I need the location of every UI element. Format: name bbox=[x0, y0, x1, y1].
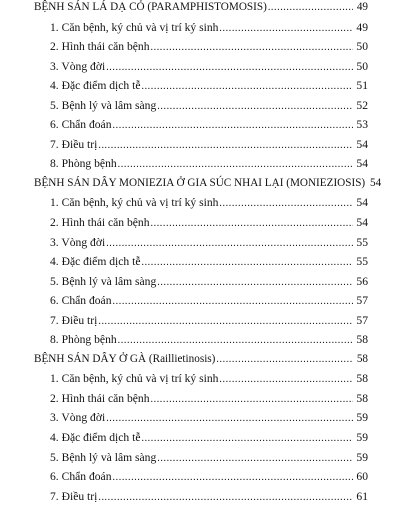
toc-leader-dots bbox=[141, 429, 353, 449]
toc-page-number: 56 bbox=[356, 274, 368, 288]
toc-leader-dots bbox=[118, 155, 353, 175]
toc-page-number: 50 bbox=[356, 59, 368, 73]
toc-entry-label: 2. Hình thái căn bệnh bbox=[50, 216, 150, 230]
toc-entry[interactable] bbox=[34, 272, 368, 292]
toc-entry-label: 1. Căn bệnh, ký chủ và vị trí ký sinh bbox=[50, 196, 219, 210]
toc-leader-dots bbox=[268, 0, 353, 18]
toc-entry[interactable] bbox=[34, 76, 368, 96]
toc-section-heading[interactable] bbox=[34, 0, 368, 18]
toc-leader-dots bbox=[141, 77, 353, 97]
toc-heading-title: BỆNH SÁN DÂY MONIEZIA Ở GIA SÚC NHAI LẠI (MONIEZIOSIS) bbox=[34, 176, 366, 189]
toc-leader-dots bbox=[98, 136, 353, 156]
toc-leader-dots bbox=[151, 38, 354, 58]
toc-entry[interactable] bbox=[34, 369, 368, 389]
toc-leader-dots bbox=[113, 292, 353, 312]
toc-leader-dots bbox=[219, 19, 353, 39]
toc-heading-title: BỆNH SÁN LÁ DẠ CỎ (PARAMPHISTOMOSIS) bbox=[34, 1, 267, 13]
table-of-contents bbox=[34, 0, 382, 506]
toc-entry[interactable] bbox=[34, 389, 368, 409]
toc-page-number: 58 bbox=[356, 372, 368, 386]
toc-entry[interactable] bbox=[34, 252, 368, 272]
toc-page-number: 49 bbox=[356, 1, 368, 13]
toc-entry-label: 1. Căn bệnh, ký chủ và vị trí ký sinh bbox=[50, 372, 219, 386]
toc-page-number: 61 bbox=[356, 489, 368, 503]
toc-leader-dots bbox=[106, 234, 353, 254]
toc-leader-dots bbox=[113, 116, 353, 136]
toc-entry[interactable] bbox=[34, 467, 368, 487]
toc-entry[interactable] bbox=[34, 193, 368, 213]
toc-page-number: 57 bbox=[356, 294, 368, 308]
toc-entry-label: 6. Chẩn đoán bbox=[50, 294, 112, 308]
toc-leader-dots bbox=[141, 253, 353, 273]
toc-leader-dots bbox=[219, 194, 353, 214]
toc-page-number: 55 bbox=[356, 235, 368, 249]
toc-entry-label: 5. Bệnh lý và lâm sàng bbox=[50, 98, 157, 112]
toc-entry-label: 6. Chẩn đoán bbox=[50, 118, 112, 132]
toc-page-number: 54 bbox=[369, 176, 382, 189]
toc-heading-title: BỆNH SÁN DÂY Ở GÀ (Raillietinosis) bbox=[34, 352, 216, 365]
toc-entry-label: 2. Hình thái căn bệnh bbox=[50, 391, 150, 405]
toc-leader-dots bbox=[98, 312, 353, 332]
toc-entry-label: 4. Đặc điểm dịch tễ bbox=[50, 255, 141, 269]
toc-entry[interactable] bbox=[34, 330, 368, 350]
toc-leader-dots bbox=[118, 331, 353, 351]
toc-leader-dots bbox=[106, 58, 353, 78]
toc-entry[interactable] bbox=[34, 18, 368, 38]
toc-entry[interactable] bbox=[34, 115, 368, 135]
toc-section-heading[interactable] bbox=[34, 350, 368, 370]
toc-page-number: 54 bbox=[356, 137, 368, 151]
toc-entry[interactable] bbox=[34, 213, 368, 233]
toc-entry[interactable] bbox=[34, 448, 368, 468]
toc-entry-label: 3. Vòng đời bbox=[50, 235, 106, 249]
toc-entry-label: 1. Căn bệnh, ký chủ và vị trí ký sinh bbox=[50, 20, 219, 34]
toc-entry-label: 8. Phòng bệnh bbox=[50, 333, 117, 347]
toc-page-number: 52 bbox=[356, 98, 368, 112]
toc-entry-label: 4. Đặc điểm dịch tễ bbox=[50, 79, 141, 93]
toc-entry-label: 3. Vòng đời bbox=[50, 411, 106, 425]
toc-leader-dots bbox=[151, 214, 354, 234]
toc-page-number: 49 bbox=[356, 20, 368, 34]
toc-entry-label: 8. Phòng bệnh bbox=[50, 157, 117, 171]
toc-leader-dots bbox=[219, 370, 353, 390]
toc-entry[interactable] bbox=[34, 37, 368, 57]
toc-section-heading[interactable] bbox=[34, 174, 382, 194]
toc-entry[interactable] bbox=[34, 233, 368, 253]
toc-leader-dots bbox=[98, 488, 353, 507]
toc-page-number: 60 bbox=[356, 470, 368, 484]
toc-entry-label: 6. Chẩn đoán bbox=[50, 470, 112, 484]
toc-entry[interactable] bbox=[34, 135, 368, 155]
toc-entry-label: 7. Điều trị bbox=[50, 313, 98, 327]
toc-entry[interactable] bbox=[34, 57, 368, 77]
toc-entry[interactable] bbox=[34, 487, 368, 507]
toc-entry[interactable] bbox=[34, 428, 368, 448]
toc-page-number: 53 bbox=[356, 118, 368, 132]
toc-leader-dots bbox=[157, 273, 353, 293]
toc-leader-dots bbox=[216, 350, 353, 370]
toc-page-number: 59 bbox=[356, 450, 368, 464]
toc-entry[interactable] bbox=[34, 154, 368, 174]
toc-page-number: 51 bbox=[356, 79, 368, 93]
toc-page-number: 54 bbox=[356, 157, 368, 171]
toc-page-number: 58 bbox=[356, 352, 368, 365]
toc-page-number: 58 bbox=[356, 391, 368, 405]
toc-page-number: 58 bbox=[356, 333, 368, 347]
toc-entry[interactable] bbox=[34, 291, 368, 311]
toc-entry-label: 7. Điều trị bbox=[50, 489, 98, 503]
toc-entry-label: 7. Điều trị bbox=[50, 137, 98, 151]
toc-entry-label: 4. Đặc điểm dịch tễ bbox=[50, 431, 141, 445]
toc-entry[interactable] bbox=[34, 408, 368, 428]
toc-entry[interactable] bbox=[34, 96, 368, 116]
toc-leader-dots bbox=[157, 97, 353, 117]
toc-leader-dots bbox=[113, 468, 353, 488]
toc-leader-dots bbox=[106, 409, 353, 429]
toc-page-number: 59 bbox=[356, 431, 368, 445]
toc-entry[interactable] bbox=[34, 311, 368, 331]
toc-entry-label: 5. Bệnh lý và lâm sàng bbox=[50, 450, 157, 464]
toc-page-number: 54 bbox=[356, 196, 368, 210]
toc-page-number: 50 bbox=[356, 40, 368, 54]
toc-page-number: 59 bbox=[356, 411, 368, 425]
toc-page-number: 57 bbox=[356, 313, 368, 327]
toc-entry-label: 2. Hình thái căn bệnh bbox=[50, 40, 150, 54]
toc-page-number: 54 bbox=[356, 216, 368, 230]
toc-leader-dots bbox=[157, 449, 353, 469]
toc-page-number: 55 bbox=[356, 255, 368, 269]
toc-entry-label: 5. Bệnh lý và lâm sàng bbox=[50, 274, 157, 288]
toc-entry-label: 3. Vòng đời bbox=[50, 59, 106, 73]
